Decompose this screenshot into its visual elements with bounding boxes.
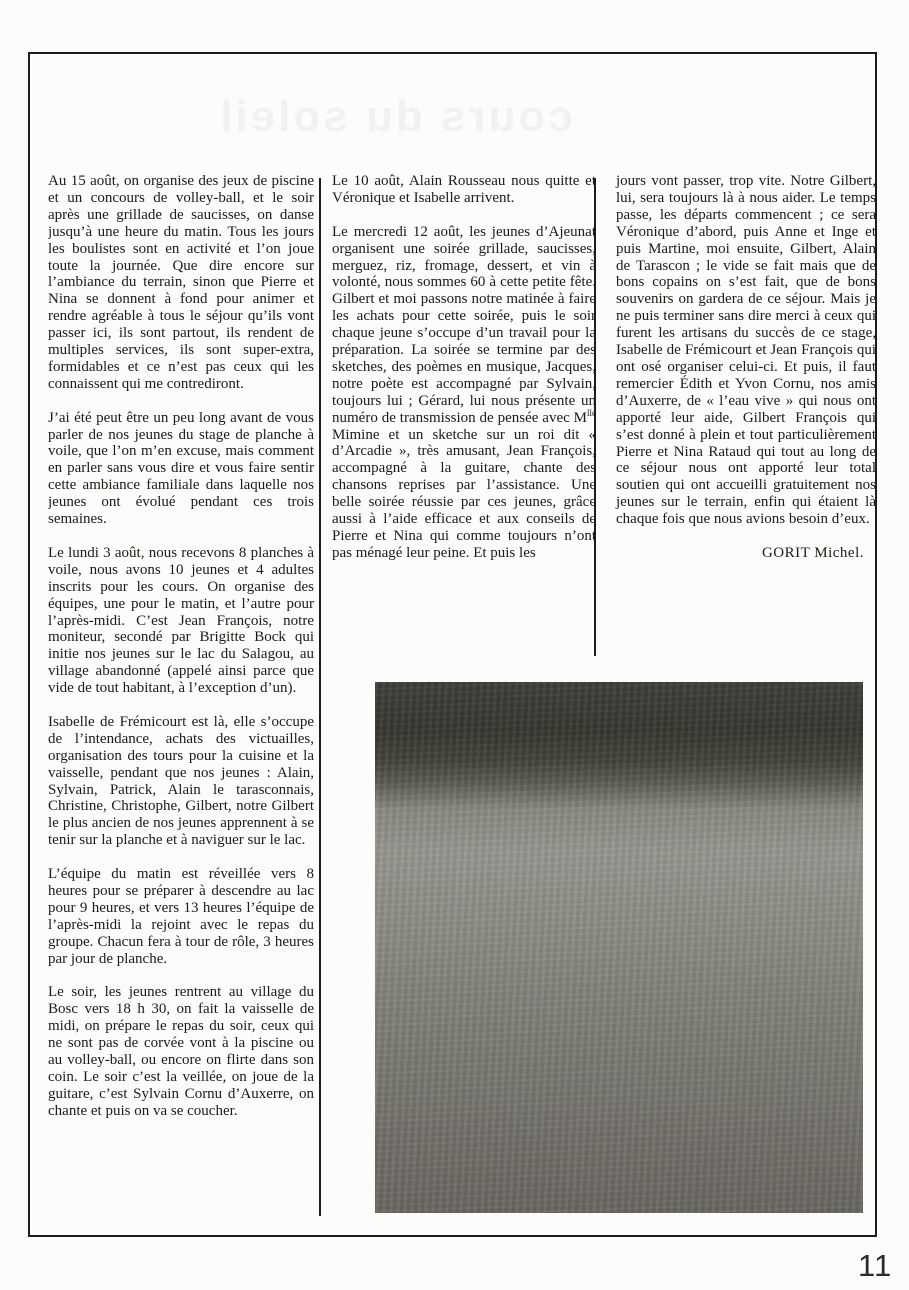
paragraph: Au 15 août, on organise des jeux de piscine et un concours de volley-ball, et le soir après une grillade de saucisses, on danse jusqu’à une heure du matin. Tous les jours les boulistes sont en activité et l’on joue toute la journée. Que dire encore sur l’ambiance du terrain, sinon que Pierre et Nina se donnent à fond pour animer et rendre agréable à tous le séjour qu’ils vont passer ici, ils sont partout, ils rendent de multiples services, ils sont super-extra, formidables et ce n’est pas ceux qui les connaissent qui me contrediront. (48, 173, 314, 392)
superscript-abbreviation: lle (587, 407, 596, 418)
page-number: 11 (858, 1248, 893, 1283)
author-signature: GORIT Michel. (761, 544, 864, 561)
paragraph-text: Mimine et un sketche sur un roi dit « d’Arcadie », très amusant, Jean François, accompagné à la guitare, chante des chansons reprises par l’assistance. Une belle soirée réussie par ces jeunes, grâce aussi à l’aide efficace et aux conseils de Pierre et Nina qui comme toujours n’ont pas ménagé leur peine. Et puis les (332, 426, 596, 561)
paragraph: Le soir, les jeunes rentrent au village du Bosc vers 18 h 30, on fait la vaisselle de midi, on prépare le repas du soir, ceux qui ne sont pas de corvée vont à la piscine ou au volley-ball, ou encore on flirte dans son coin. Le soir c’est la veillée, on joue de la guitare, c’est Sylvain Cornu d’Auxerre, on chante et puis on va se coucher. (48, 984, 314, 1119)
photo-placeholder (375, 682, 863, 1213)
paragraph: J’ai été peut être un peu long avant de vous parler de nos jeunes du stage de planche à voile, que l’on m’en excuse, mais comment en parler sans vous dire et vous faire sentir cette ambiance familiale dans laquelle nos jeunes ont évolué pendant ces trois semaines. (48, 409, 314, 528)
paragraph-text: Le mercredi 12 août, les jeunes d’Ajeunat organisent une soirée grillade, saucisses, merguez, riz, fromage, dessert, et vin à volonté, nous sommes 60 à cette petite fête. Gilbert et moi passons notre matinée à faire les achats pour cette soirée, puis le soir chaque jeune s’occupe d’un travail pour la préparation. La soirée se termine par des sketches, des poèmes en musique, Jacques, notre poète est accompagné par Sylvain, toujours lui ; Gérard, lui nous présente un numéro de transmission de pensée avec M (332, 223, 596, 426)
text-column-2 (332, 173, 596, 562)
text-column-3 (616, 173, 876, 562)
paragraph (332, 224, 596, 562)
paragraph: jours vont passer, trop vite. Notre Gilbert, lui, sera toujours là à nous aider. Le temps passe, les départs commencent ; ce sera Véronique d’abord, puis Anne et Inge et puis Martine, moi ensuite, Gilbert, Alain de Tarascon ; le vide se fait mais que de bons copains on s’est fait, que de bons souvenirs on gardera de ce séjour. Mais je ne puis terminer sans dire merci à ceux qui furent les artisans du succès de ce stage, Isabelle de Frémicourt et Jean François qui ont osé organiser celui-ci. Et puis, il faut remercier Édith et Yvon Cornu, nos amis d’Auxerre, de « l’eau vive » qui nous ont apporté leur aide, Gilbert François qui s’est donné à plein et tout particulièrement Pierre et Nina Rataud qui tout au long de ce séjour nous ont apporté leur total soutien qui ont accueilli gratuitement nos jeunes sur le terrain, enfin qui étaient là chaque fois que nous avions besoin d’eux. (616, 173, 876, 528)
paragraph: Le 10 août, Alain Rousseau nous quitte et Véronique et Isabelle arrivent. (332, 173, 596, 206)
showthrough-headline: cours du soleil (217, 92, 573, 141)
text-column-1 (48, 173, 314, 1223)
paragraph: L’équipe du matin est réveillée vers 8 heures pour se préparer à descendre au lac pour 9 heures, et vers 13 heures l’équipe de l’après-midi la rejoint avec le repas du groupe. Chacun fera à tour de rôle, 3 heures par jour de planche. (48, 866, 314, 967)
paragraph: Le lundi 3 août, nous recevons 8 planches à voile, nous avons 10 jeunes et 4 adultes inscrits pour les cours. On organise des équipes, une pour le matin, et l’autre pour l’après-midi. C’est Jean François, notre moniteur, secondé par Brigitte Bock qui initie nos jeunes sur le lac du Salagou, au village abandonné (appelé ainsi parce que vide de tout habitant, à l’exception d’un). (48, 544, 314, 697)
column-divider-1 (319, 178, 321, 1216)
paragraph: Isabelle de Frémicourt est là, elle s’occupe de l’intendance, achats des victuailles, organisation des tours pour la cuisine et la vaisselle, pendant que nos jeunes : Alain, Sylvain, Patrick, Alain le tarasconnais, Christine, Christophe, Gilbert, notre Gilbert le plus ancien de nos jeunes apprennent à se tenir sur la planche et à naviguer sur le lac. (48, 713, 314, 849)
